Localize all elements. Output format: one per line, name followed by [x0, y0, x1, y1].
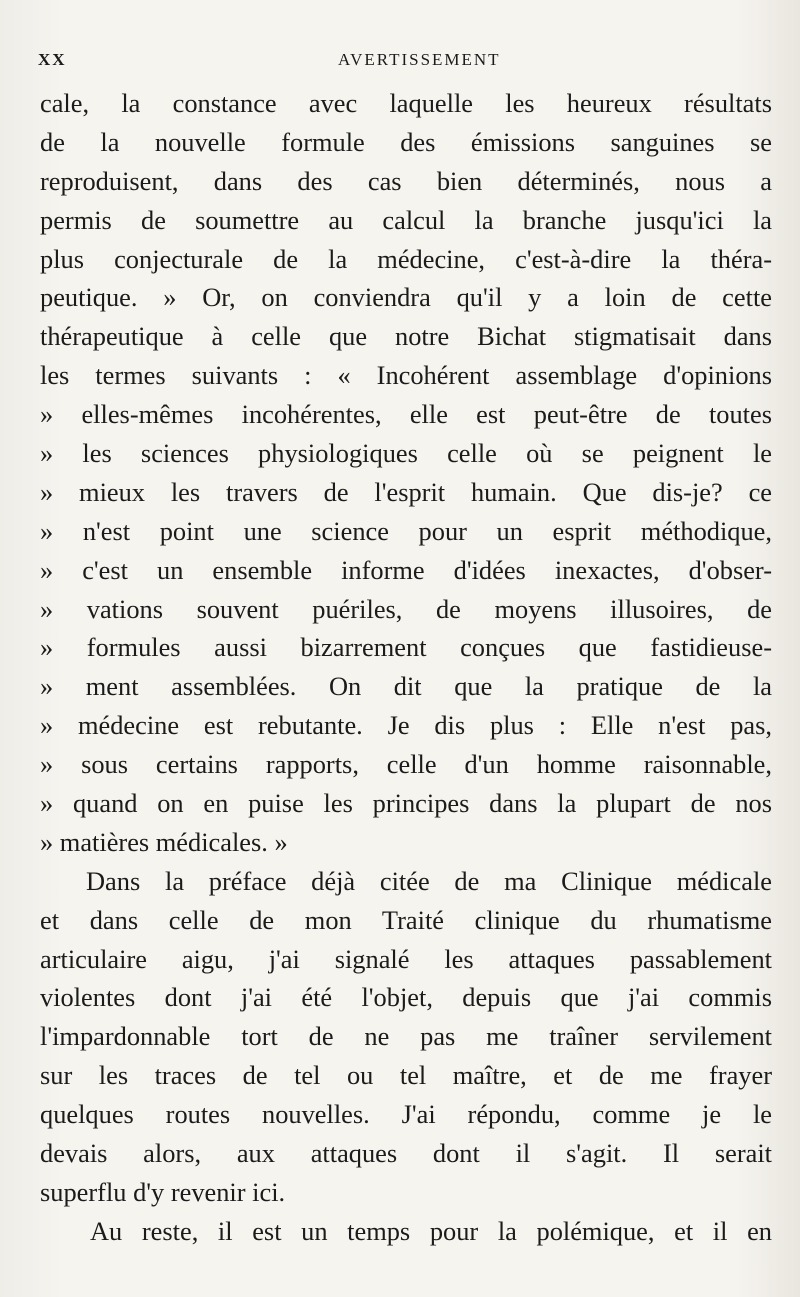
text-line: de la nouvelle formule des émissions sanguines se	[40, 126, 772, 157]
text-line: » les sciences physiologiques celle où se peignent le	[40, 438, 772, 469]
text-line: » c'est un ensemble informe d'idées inexactes, d'obser-	[40, 554, 772, 585]
text-line: plus conjecturale de la médecine, c'est-à-dire la théra-	[40, 243, 772, 274]
running-title: AVERTISSEMENT	[338, 50, 501, 69]
text-line: Au reste, il est un temps pour la polémique, et il en	[90, 1215, 772, 1246]
text-line: » n'est point une science pour un esprit méthodique,	[40, 515, 772, 546]
text-line: » médecine est rebutante. Je dis plus : Elle n'est pas,	[40, 710, 772, 741]
text-line: violentes dont j'ai été l'objet, depuis que j'ai commis	[40, 982, 772, 1013]
page-number: XX	[38, 50, 67, 69]
body-text	[40, 84, 772, 1251]
text-line: » ment assemblées. On dit que la pratique de la	[40, 671, 772, 702]
text-line: » elles-mêmes incohérentes, elle est peut-être de toutes	[40, 399, 772, 430]
text-line: » mieux les travers de l'esprit humain. Que dis-je? ce	[40, 476, 772, 507]
text-line: permis de soumettre au calcul la branche jusqu'ici la	[40, 204, 772, 235]
text-line: quelques routes nouvelles. J'ai répondu, comme je le	[40, 1099, 772, 1130]
text-line: » matières médicales. »	[40, 826, 288, 857]
text-line: les termes suivants : « Incohérent assemblage d'opinions	[40, 360, 772, 391]
text-line: » sous certains rapports, celle d'un homme raisonnable,	[40, 749, 772, 780]
text-line: sur les traces de tel ou tel maître, et de me frayer	[40, 1060, 772, 1091]
text-line: articulaire aigu, j'ai signalé les attaques passablement	[40, 943, 772, 974]
text-line: thérapeutique à celle que notre Bichat stigmatisait dans	[40, 321, 772, 352]
text-line: » vations souvent puériles, de moyens illusoires, de	[40, 593, 772, 624]
text-line: » quand on en puise les principes dans la plupart de nos	[40, 788, 772, 819]
text-line: l'impardonnable tort de ne pas me traîner servilement	[40, 1021, 772, 1052]
text-line: » formules aussi bizarrement conçues que fastidieuse-	[40, 632, 772, 663]
page-header	[38, 50, 758, 74]
text-line: devais alors, aux attaques dont il s'agit. Il serait	[40, 1138, 772, 1169]
text-line: et dans celle de mon Traité clinique du rhumatisme	[40, 904, 772, 935]
text-line: reproduisent, dans des cas bien déterminés, nous a	[40, 165, 772, 196]
text-line: cale, la constance avec laquelle les heureux résultats	[40, 88, 772, 118]
text-line: Dans la préface déjà citée de ma Clinique médicale	[86, 865, 772, 896]
text-line: peutique. » Or, on conviendra qu'il y a loin de cette	[40, 282, 772, 313]
text-line: superflu d'y revenir ici.	[40, 1176, 286, 1207]
